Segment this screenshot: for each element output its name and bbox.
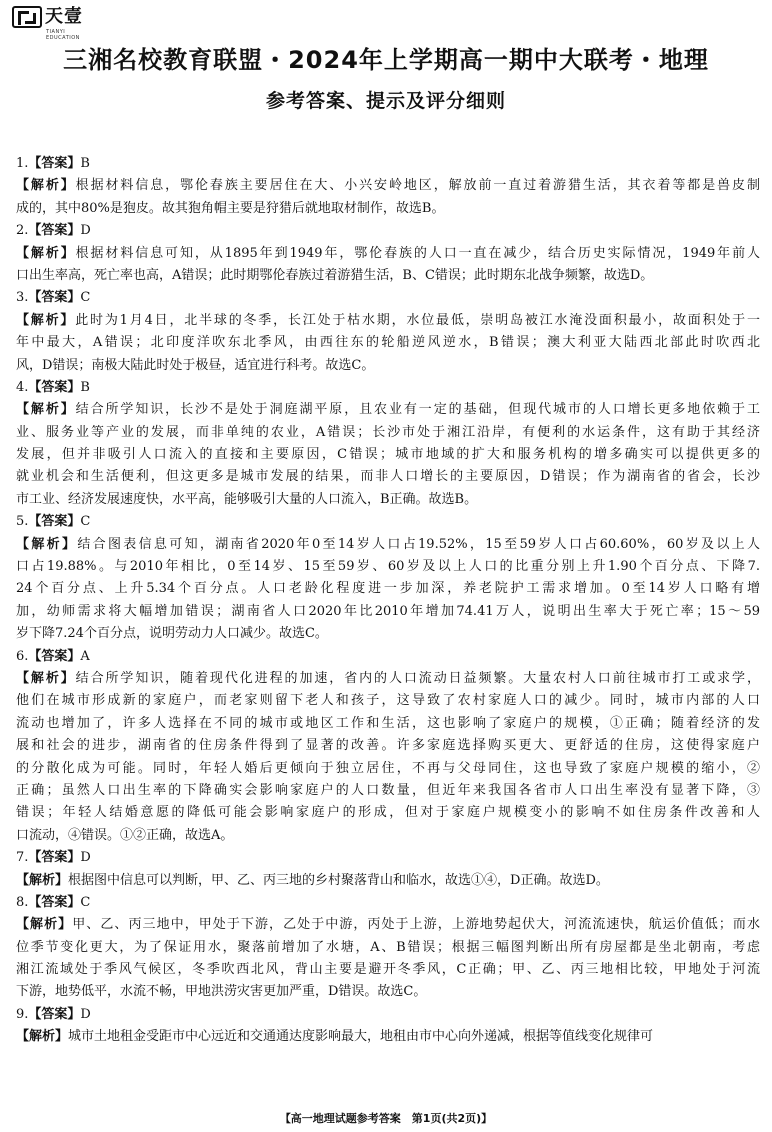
logo-subtext: TIANYI EDUCATION [46,29,80,41]
answer-item [16,646,760,848]
analysis-line [16,198,760,220]
question-number: 3. [16,290,29,306]
analysis-line [16,355,760,377]
analysis-line [16,466,760,488]
analysis-text: 业、服务业等产业的发展，而非单纯的农业，A错误；长沙市处于湘江沿岸，有便利的水运条件，这有助于其经济 [16,424,760,440]
answer-line [16,892,760,914]
analysis-line [16,870,760,892]
analysis-label: 【解析】 [16,917,73,933]
answer-item [16,220,760,287]
analysis-text: 根据材料信息可知，从1895年到1949年，鄂伦春族的人口一直在减少，结合历史实际情况，1949年前人 [75,245,760,261]
analysis-line [16,735,760,757]
page-subtitle: 参考答案、提示及评分细则 [265,90,506,112]
analysis-line [16,802,760,824]
answer-label: 【答案】 [28,379,81,395]
question-number: 4. [16,379,29,395]
answer-label: 【答案】 [28,894,81,910]
analysis-label: 【解析】 [16,245,76,261]
analysis-line [16,310,760,332]
answer-value: D [80,850,91,866]
question-number: 7. [16,850,29,866]
analysis-text: 结合所学知识，随着现代化进程的加速，省内的人口流动日益频繁。大量农村人口前往城市打工或求学， [75,670,760,686]
analysis-line [16,556,760,578]
answer-label: 【答案】 [28,156,81,171]
logo-text: 天壹 [45,6,83,27]
analysis-line [16,758,760,780]
analysis-line [16,601,760,623]
answer-label: 【答案】 [28,514,81,530]
answer-line [16,511,760,533]
analysis-line [16,534,760,556]
analysis-line [16,175,760,197]
analysis-text: 风，D错误；南极大陆此时处于极昼，适宜进行科考。故选C。 [16,357,375,373]
analysis-line [16,1026,760,1048]
answer-label: 【答案】 [28,648,81,664]
analysis-text: 结合图表信息可知，湖南省2020年0至14岁人口占19.52%，15至59岁人口占60.60%，60岁及以上人 [77,536,760,552]
analysis-text: 展和社会的进步，湖南省的住房条件得到了显著的改善。许多家庭选择购买更大、更舒适的住房，这使得家庭户 [16,738,760,754]
answer-line [16,1004,760,1026]
answer-label: 【答案】 [28,1006,81,1022]
answer-value: A [80,648,90,664]
answer-line [16,287,760,309]
analysis-line [16,914,760,936]
analysis-label: 【解析】 [16,178,76,194]
answer-item [16,892,760,1004]
analysis-line [16,937,760,959]
analysis-text: 流动也增加了，许多人选择在不同的城市或地区工作和生活，这也影响了家庭户的规模，①正确；随着经济的发 [16,715,760,731]
analysis-line [16,981,760,1003]
analysis-text: 24个百分点、上升5.34个百分点。人口老龄化程度进一步加深，养老院护工需求增加。0至14岁人口略有增 [16,581,760,597]
answer-value: C [80,514,91,530]
answer-label: 【答案】 [28,290,81,306]
analysis-text: 错误；年轻人结婚意愿的降低可能会影响家庭户的形成，但对于家庭户规模变小的影响不如住房条件改善和人 [16,805,760,821]
analysis-text: 他们在城市形成新的家庭户，而老家则留下老人和孩子，这导致了农村家庭人口的减少。同时，城市内部的人口 [16,693,760,709]
analysis-line [16,332,760,354]
page-title: 三湘名校教育联盟・2024年上学期高一期中大联考・地理 [63,46,709,74]
answer-value: C [80,290,91,306]
answer-value: B [80,156,90,171]
question-number: 2. [16,223,29,239]
question-number: 6. [16,648,29,664]
analysis-label: 【解析】 [16,1029,69,1045]
analysis-text: 市工业、经济发展速度快，水平高，能够吸引大量的人口流入，B正确。故选B。 [16,491,478,507]
question-number: 5. [16,514,29,530]
answer-item [16,1004,760,1049]
analysis-line [16,713,760,735]
analysis-text: 的分散化成为可能。同时，年轻人婚后更倾向于独立居住，不再与父母同住，这也导致了家庭户规模的缩小，② [16,760,760,776]
analysis-line [16,243,760,265]
analysis-text: 成的，其中80%是狍皮。故其狍角帽主要是狩猎后就地取材制作，故选B。 [16,200,445,216]
analysis-text: 湘江流域处于季风气候区，冬季吹西北风，背山主要是避开冬季风，C正确；甲、乙、丙三地相比较，甲地处于河流 [16,962,760,978]
analysis-text: 发展，但并非吸引人口流入的直接和主要原因，C错误；城市地域的扩大和服务机构的增多确实可以提供更多的 [16,447,760,463]
analysis-line [16,399,760,421]
analysis-label: 【解析】 [16,536,78,552]
answer-line [16,377,760,399]
analysis-text: 就业机会和生活便利，但这更多是城市发展的结果，而非人口增长的主要原因，D错误；作为湖南省的省会，长沙 [16,469,760,485]
analysis-line [16,825,760,847]
analysis-line [16,422,760,444]
analysis-text: 加，幼师需求将大幅增加错误；湖南省人口2020年比2010年增加74.41万人，说明出生率大于死亡率；15～59 [16,603,760,619]
answer-line [16,646,760,668]
answer-value: D [80,1006,91,1022]
logo-mark-icon [12,6,42,28]
answer-item [16,287,760,377]
answer-label: 【答案】 [28,850,81,866]
analysis-text: 甲、乙、丙三地中，甲处于下游，乙处于中游，丙处于上游，上游地势起伏大，河流流速快，航运价值低；而水 [72,917,760,933]
logo [12,6,83,41]
analysis-line [16,265,760,287]
analysis-line [16,489,760,511]
analysis-line [16,623,760,645]
analysis-line [16,959,760,981]
answer-item [16,511,760,645]
answer-line [16,847,760,869]
analysis-label: 【解析】 [16,872,69,888]
answer-list [16,153,760,1049]
answer-value: B [80,379,90,395]
analysis-text: 结合所学知识，长沙不是处于洞庭湖平原，且农业有一定的基础，但现代城市的人口增长更多地依赖于工 [75,402,760,418]
analysis-label: 【解析】 [16,670,76,686]
analysis-line [16,578,760,600]
analysis-text: 位季节变化更大，为了保证用水，聚落前增加了水塘，A、B错误；根据三幅图判断出所有房屋都是坐北朝南，考虑 [16,939,760,955]
analysis-text: 口流动，④错误。①②正确，故选A。 [16,827,234,843]
answer-line [16,153,760,175]
analysis-text: 口出生率高，死亡率也高，A错误；此时期鄂伦春族过着游猎生活，B、C错误；此时期东北战争频繁，故选D。 [16,267,654,283]
analysis-line [16,780,760,802]
analysis-text: 下游，地势低平，水流不畅，甲地洪涝灾害更加严重，D错误。故选C。 [16,984,427,1000]
analysis-label: 【解析】 [16,312,76,328]
analysis-text: 城市土地租金受距市中心远近和交通通达度影响最大，地租由市中心向外递减，根据等值线变化规律可 [68,1029,654,1045]
answer-value: D [80,223,91,239]
analysis-text: 此时为1月4日，北半球的冬季，长江处于枯水期，水位最低，崇明岛被江水淹没面积最小，故面积处于一 [75,312,760,328]
answer-value: C [80,894,91,910]
question-number: 1. [16,156,29,171]
answer-line [16,220,760,242]
analysis-line [16,444,760,466]
answer-item [16,377,760,511]
analysis-text: 正确；虽然人口出生率的下降确实会影响家庭户的人口数量，但近年来我国各省市人口出生率没有显著下降，③ [16,782,760,798]
question-number: 9. [16,1006,29,1022]
analysis-line [16,668,760,690]
analysis-text: 口占19.88%。与2010年相比，0至14岁、15至59岁、60岁及以上人口的比重分别上升1.90个百分点、下降7. [16,559,760,575]
analysis-text: 年中最大，A错误；北印度洋吹东北季风，由西往东的轮船逆风逆水，B错误；澳大利亚大陆西北部此时吹西北 [16,335,760,351]
question-number: 8. [16,894,29,910]
answer-item [16,847,760,892]
analysis-label: 【解析】 [16,402,76,418]
analysis-text: 根据材料信息，鄂伦春族主要居住在大、小兴安岭地区，解放前一直过着游猎生活，其衣着等都是兽皮制 [75,178,760,194]
page-footer: 【高一地理试题参考答案 第1页(共2页)】 [279,1112,493,1125]
analysis-line [16,690,760,712]
analysis-text: 岁下降7.24个百分点，说明劳动力人口减少。故选C。 [16,626,328,642]
answer-label: 【答案】 [28,223,81,239]
analysis-text: 根据图中信息可以判断，甲、乙、丙三地的乡村聚落背山和临水，故选①④，D正确。故选D。 [68,872,609,888]
answer-item [16,153,760,220]
